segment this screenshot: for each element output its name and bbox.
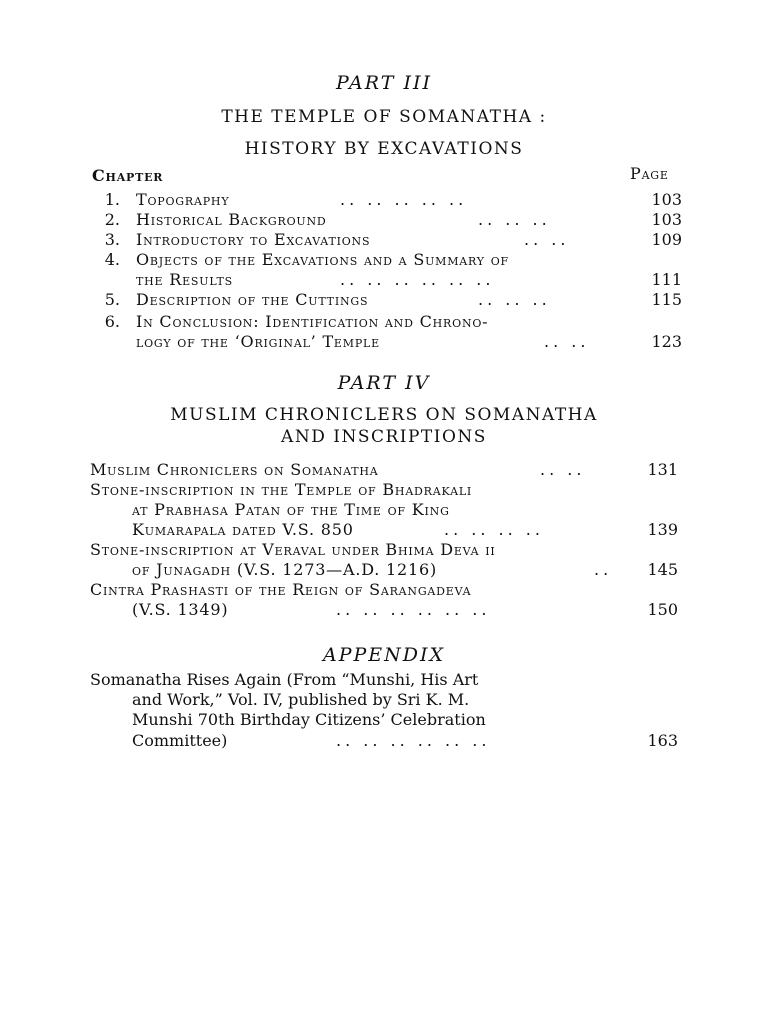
chapter-header: Chapter [92,166,164,185]
chapter-number: 5. [104,290,120,309]
entry-title-continued: Kumarapala dated V.S. 850 [132,520,354,539]
chapter-title: In Conclusion: Identification and Chrono- [136,312,489,331]
leader-dots: .. .. .. .. [444,520,544,539]
leader-dots: .. .. [544,332,590,351]
page-number: 103 [651,210,682,229]
page-number: 163 [647,731,678,750]
appendix-entry-continued: Committee) [132,731,228,750]
page-number: 109 [651,230,682,249]
chapter-number: 6. [104,312,120,331]
chapter-number: 2. [104,210,120,229]
page-number: 131 [647,460,678,479]
chapter-number: 4. [104,250,120,269]
page-number: 123 [651,332,682,351]
entry-title: Muslim Chroniclers on Somanatha [90,460,379,479]
leader-dots: .. [594,560,613,579]
leader-dots: .. .. .. .. .. [340,190,468,209]
entry-title: Cintra Prashasti of the Reign of Sarangadeva [90,580,472,599]
chapter-title: Objects of the Excavations and a Summary of [136,250,509,269]
page-header: Page [630,164,669,183]
chapter-title: Topography [136,190,230,209]
leader-dots: .. .. [524,230,570,249]
appendix-entry-continued: Munshi 70th Birthday Citizens’ Celebration [132,710,486,729]
entry-title-continued: at Prabhasa Patan of the Time of King [132,500,450,519]
leader-dots: .. .. [540,460,586,479]
entry-title-continued: of Junagadh (V.S. 1273—A.D. 1216) [132,560,438,579]
leader-dots: .. .. .. [478,290,551,309]
entry-title-continued: (V.S. 1349) [132,600,229,619]
page-number: 139 [647,520,678,539]
page-number: 145 [647,560,678,579]
part-3-title: THE TEMPLE OF SOMANATHA : [221,107,547,127]
appendix-entry: Somanatha Rises Again (From “Munshi, His Art [90,670,479,689]
leader-dots: .. .. .. .. .. .. [336,600,491,619]
part-4-subtitle: AND INSCRIPTIONS [281,427,487,447]
part-3-subtitle: HISTORY BY EXCAVATIONS [244,139,524,159]
chapter-title: Description of the Cuttings [136,290,369,309]
chapter-title-continued: the Results [136,270,234,289]
part-3-label: PART III [336,72,432,94]
entry-title: Stone-inscription in the Temple of Bhadrakali [90,480,473,499]
chapter-title-continued: logy of the ‘Original’ Temple [136,332,380,351]
leader-dots: .. .. .. .. .. .. [340,270,495,289]
appendix-label: APPENDIX [322,644,446,666]
leader-dots: .. .. .. [478,210,551,229]
chapter-title: Introductory to Excavations [136,230,371,249]
appendix-entry-continued: and Work,” Vol. IV, published by Sri K. M. [132,690,470,709]
page-number: 111 [651,270,682,289]
entry-title: Stone-inscription at Veraval under Bhima Deva ii [90,540,496,559]
chapter-number: 3. [104,230,120,249]
chapter-number: 1. [104,190,120,209]
page-number: 103 [651,190,682,209]
part-4-label: PART IV [337,372,431,394]
part-4-title: MUSLIM CHRONICLERS ON SOMANATHA [170,405,598,425]
page-number: 115 [651,290,682,309]
page-number: 150 [647,600,678,619]
leader-dots: .. .. .. .. .. .. [336,731,491,750]
chapter-title: Historical Background [136,210,327,229]
